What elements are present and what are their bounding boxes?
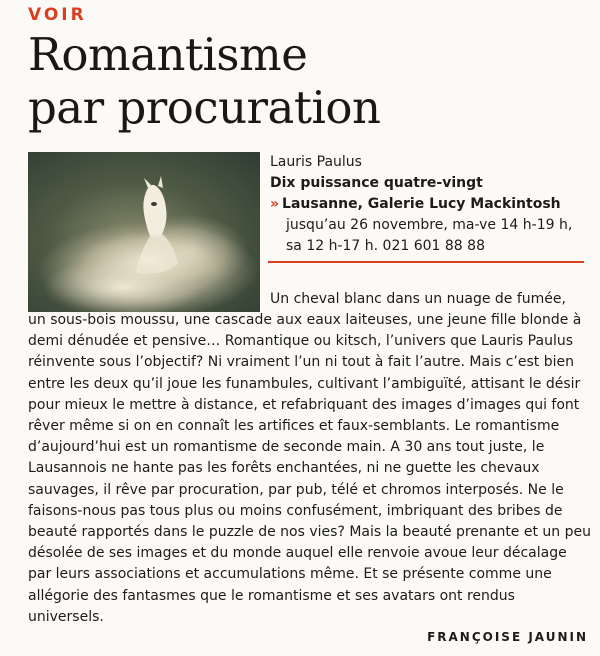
headline-line-2: par procuration [28, 81, 381, 134]
body-first-line [270, 289, 592, 310]
article-body-text: un sous-bois moussu, une cascade aux eaux laiteuses, une jeune fille blonde à demi dénudée et pensive… Romantique ou kitsch, l’univers que Lauris Paulus réinvente sous l’objectif? Ni vraiment l’un ni tout à fait l’autre. Mais c’est bien entre les deux qu’il joue les funambules, cultivant l’ambiguïté, attisant le désir pour mieux le mettre à distance, et refabriquant des images d’images qui font rêver même si on en connaît les artifices et faux-semblants. Le romantisme d’aujourd’hui est un romantisme de seconde main. A 30 ans tout juste, le Lausannois ne hante pas les forêts enchantées, ni ne guette les chevaux sauvages, il rêve par procuration, par pub, télé et chromos interposés. Ne le faisons-nous pas tous plus ou moins confusément, imbriquant des bribes de beauté rapportés dans le puzzle de nos vies? Mais la beauté prenante et un peu désolée de ses images et du monde auquel elle renvoie avoue leur décalage par leurs associations et accumulations même. Et se présente comme une allégorie des fantasmes que le romantisme et ses avatars ont rendus universels. [28, 312, 591, 625]
section-label: VOIR [28, 5, 87, 25]
info-divider [268, 261, 584, 263]
exhibition-title: Dix puissance quatre-vingt [270, 175, 483, 191]
venue-text: Lausanne, Galerie Lucy Mackintosh [282, 196, 561, 212]
headline [28, 28, 588, 134]
opening-hours-line-2: sa 12 h-17 h. 021 601 88 88 [286, 238, 485, 254]
white-horse-in-smoke-photo [28, 152, 260, 312]
article-body [28, 310, 592, 628]
exhibition-venue [270, 194, 590, 215]
opening-hours-line-1: jusqu’au 26 novembre, ma-ve 14 h-19 h, [286, 217, 573, 233]
artist-name: Lauris Paulus [270, 154, 362, 170]
body-first-line-text: Un cheval blanc dans un nuage de fumée, [270, 291, 566, 307]
author-byline: FRANÇOISE JAUNIN [427, 630, 588, 644]
headline-line-1: Romantisme [28, 28, 308, 81]
horse-photo-illustration [28, 152, 260, 312]
exhibition-info [270, 152, 590, 257]
chevron-right-icon: » [270, 196, 280, 212]
